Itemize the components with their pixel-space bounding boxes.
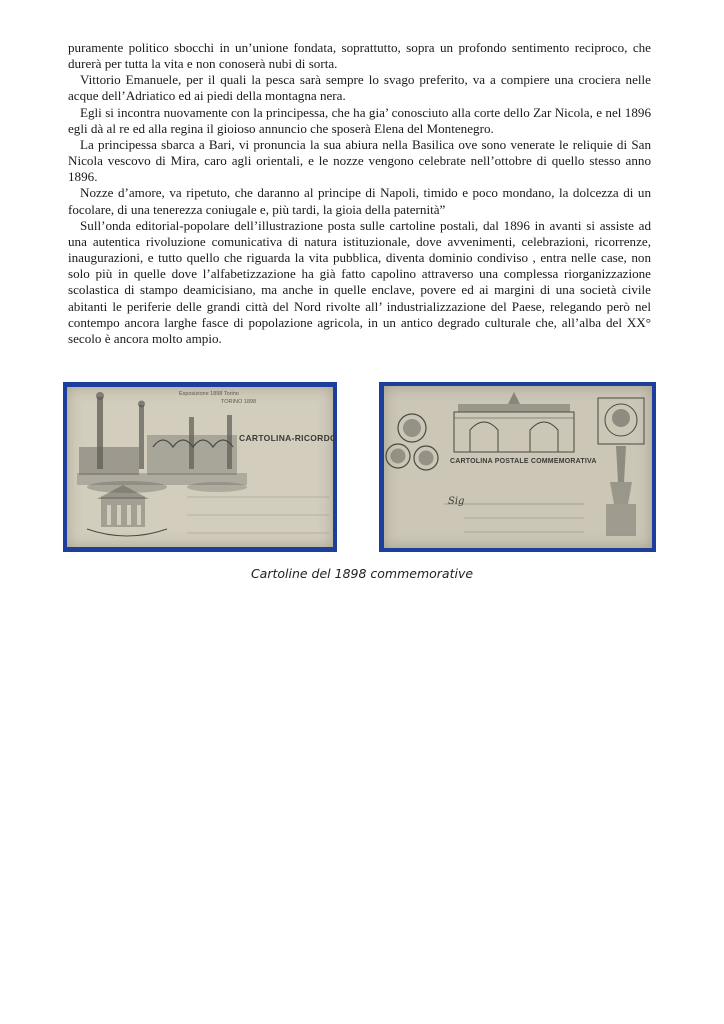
postcard-title: CARTOLINA POSTALE COMMEMORATIVA bbox=[450, 458, 597, 465]
postcard-face bbox=[67, 387, 337, 547]
paragraph-5: Nozze d’amore, va ripetuto, che daranno al principe di Napoli, timido e poco mondano, la dolcezza di un focolare, di una tenerezza coniugale e, più tardi, la gioia della paternità” bbox=[68, 185, 651, 217]
exhibition-illustration bbox=[67, 387, 333, 547]
postcard-greeting: Sig bbox=[448, 496, 465, 507]
paragraph-3: Egli si incontra nuovamente con la principessa, che ha gia’ conosciuto alla corte dello Zar Nicola, e nel 1896 egli dà al re ed alla regina il gioioso annuncio che sposerà Elena del Montenegro. bbox=[68, 104, 651, 136]
postcard-photo-ricordo bbox=[63, 382, 337, 552]
postcard-city-year: TORINO 1898 bbox=[221, 399, 257, 405]
body-text bbox=[68, 40, 651, 347]
commemorative-illustration bbox=[384, 386, 652, 548]
paragraph-4: La principessa sbarca a Bari, vi pronuncia la sua abiura nella Basilica ove sono venerate le reliquie di San Nicola vescovo di Mira, caro agli orientali, e le nozze vengono celebrate nell’ottobre di quello stesso anno 1896. bbox=[68, 136, 651, 185]
paragraph-1: puramente politico sbocchi in un’unione fondata, soprattutto, sopra un profondo sentimento reciproco, che durerà per tutta la vita e non conoserà nubi di sorta. bbox=[68, 40, 651, 72]
figure-caption: Cartoline del 1898 commemorative bbox=[250, 566, 474, 581]
paragraph-2: Vittorio Emanuele, per il quali la pesca sarà sempre lo svago preferito, va a compiere una crociera nelle acque dell’Adriatico ed ai piedi della montagna nera. bbox=[68, 72, 651, 104]
paragraph-6: Sull’onda editorial-popolare dell’illustrazione posta sulle cartoline postali, dal 1896 in avanti si assiste ad una autentica rivoluzione comunicativa di natura istituzionale, dove avvenimenti, celebrazioni, ricorrenze, inaugurazioni, e tutto quello che riguarda la vita pubblica, diventa dominio condiviso , entra nelle case, non solo più in quelle dove l’alfabetizzazione ha già fatto capolino attraverso una complessa riorganizzazione scolastica di stampo deamicisiano, ma anche in quelle enclave, povere ed ai margini di una società civile abitanti le periferie delle grandi città del Nord rivolte all’ industrializzazione del Paese, relegando però nel contempo ancora larghe fasce di popolazione agricola, in un antico degrado culturale che, all’alba del XX° secolo è ancora molto ampio. bbox=[68, 217, 651, 346]
postcard-face bbox=[384, 386, 652, 548]
postcard-title: CARTOLINA-RICORDO bbox=[239, 433, 337, 443]
postcard-header-line: Esposizione 1898 Torino bbox=[179, 391, 239, 397]
postcard-photo-commemorativa bbox=[379, 382, 656, 552]
